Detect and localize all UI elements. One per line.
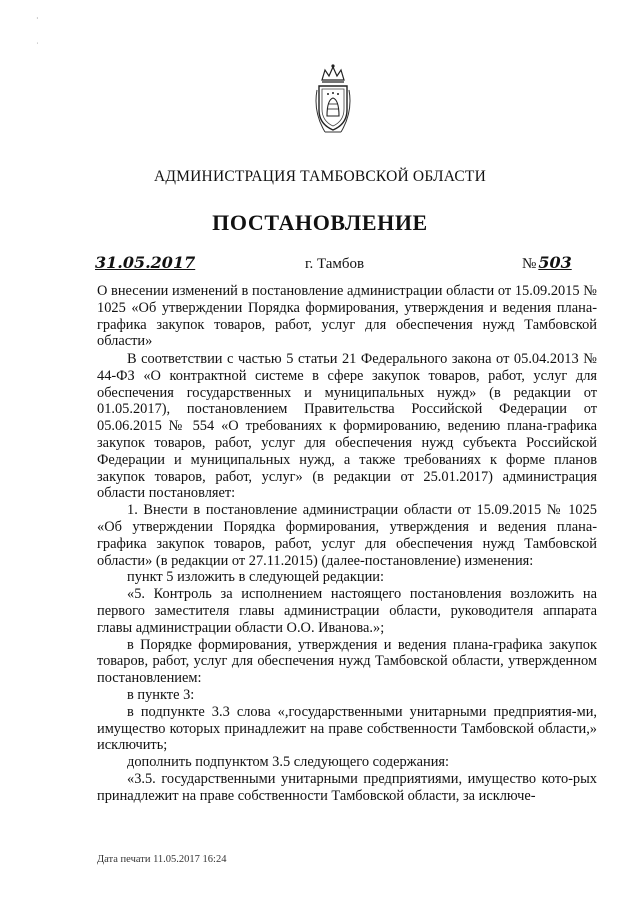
paragraph-item-1: 1. Внести в постановление администрации области от 15.09.2015 № 1025 «Об утверждении Порядка формирования, утверждения и ведения плана-графика закупок товаров, работ, услуг для обеспечения нужд Тамбовской области» (в редакции от 27.11.2015) (далее-постановление) изменения: [97,502,597,569]
document-body [97,351,597,805]
number-prefix: № [522,256,537,272]
paragraph-point-5: пункт 5 изложить в следующей редакции: [127,569,384,586]
document-date: 31.05.2017 [95,253,196,272]
organization-name: АДМИНИСТРАЦИЯ ТАМБОВСКОЙ ОБЛАСТИ [154,168,486,185]
paragraph-point-3: в пункте 3: [127,686,195,703]
document-city: г. Тамбов [305,256,365,272]
paragraph-add-3-5: дополнить подпунктом 3.5 следующего содержания: [127,754,450,771]
paragraph-3-5-text: «3.5. государственными унитарными предприятиями, имущество кото-рых принадлежит на праве собственности Тамбовской области, за исключе- [97,770,597,804]
number-value: 503 [538,253,572,272]
tambov-coat-of-arms-icon [313,62,353,172]
paragraph-point-5-text: «5. Контроль за исполнением настоящего постановления возложить на первого заместителя главы администрации области, руководителя аппарата главы администрации области О.О. Иванова.»; [97,586,597,636]
scan-marks: · ˙ [36,14,39,50]
print-date: Дата печати 11.05.2017 16:24 [97,854,227,865]
paragraph-preamble: В соответствии с частью 5 статьи 21 Федерального закона от 05.04.2013 № 44-ФЗ «О контрактной системе в сфере закупок товаров, работ, услуг для обеспечения государственных и муниципальных нужд» (в редакции от 01.05.2017), постановлением Правительства Российской Федерации от 05.06.2015 № 554 «О требованиях к формированию, ведению плана-графика закупок товаров, работ, услуг для обеспечения нужд субъекта Российской Федерации и муниципальных нужд, а также требованиях к форме планов закупок товаров, работ, услуг» (в редакции от 25.01.2017) администрация области постановляет: [97,351,597,502]
document-title: ПОСТАНОВЛЕНИЕ [212,210,428,235]
document-subject [97,283,597,350]
paragraph-procedure: в Порядке формирования, утверждения и ведения плана-графика закупок товаров, работ, услуг для обеспечения нужд Тамбовской области, утвержденном постановлением: [97,636,597,687]
document-number [522,253,572,273]
subject-text: О внесении изменений в постановление администрации области от 15.09.2015 № 1025 «Об утверждении Порядка формирования, утверждения и ведения плана-графика закупок товаров, работ, услуг для обеспечения нужд Тамбовской области» [97,283,597,350]
paragraph-subpoint-3-3: в подпункте 3.3 слова «,государственными унитарными предприятия-ми, имущество которых принадлежит на праве собственности Тамбовской области,» исключить; [97,703,597,754]
